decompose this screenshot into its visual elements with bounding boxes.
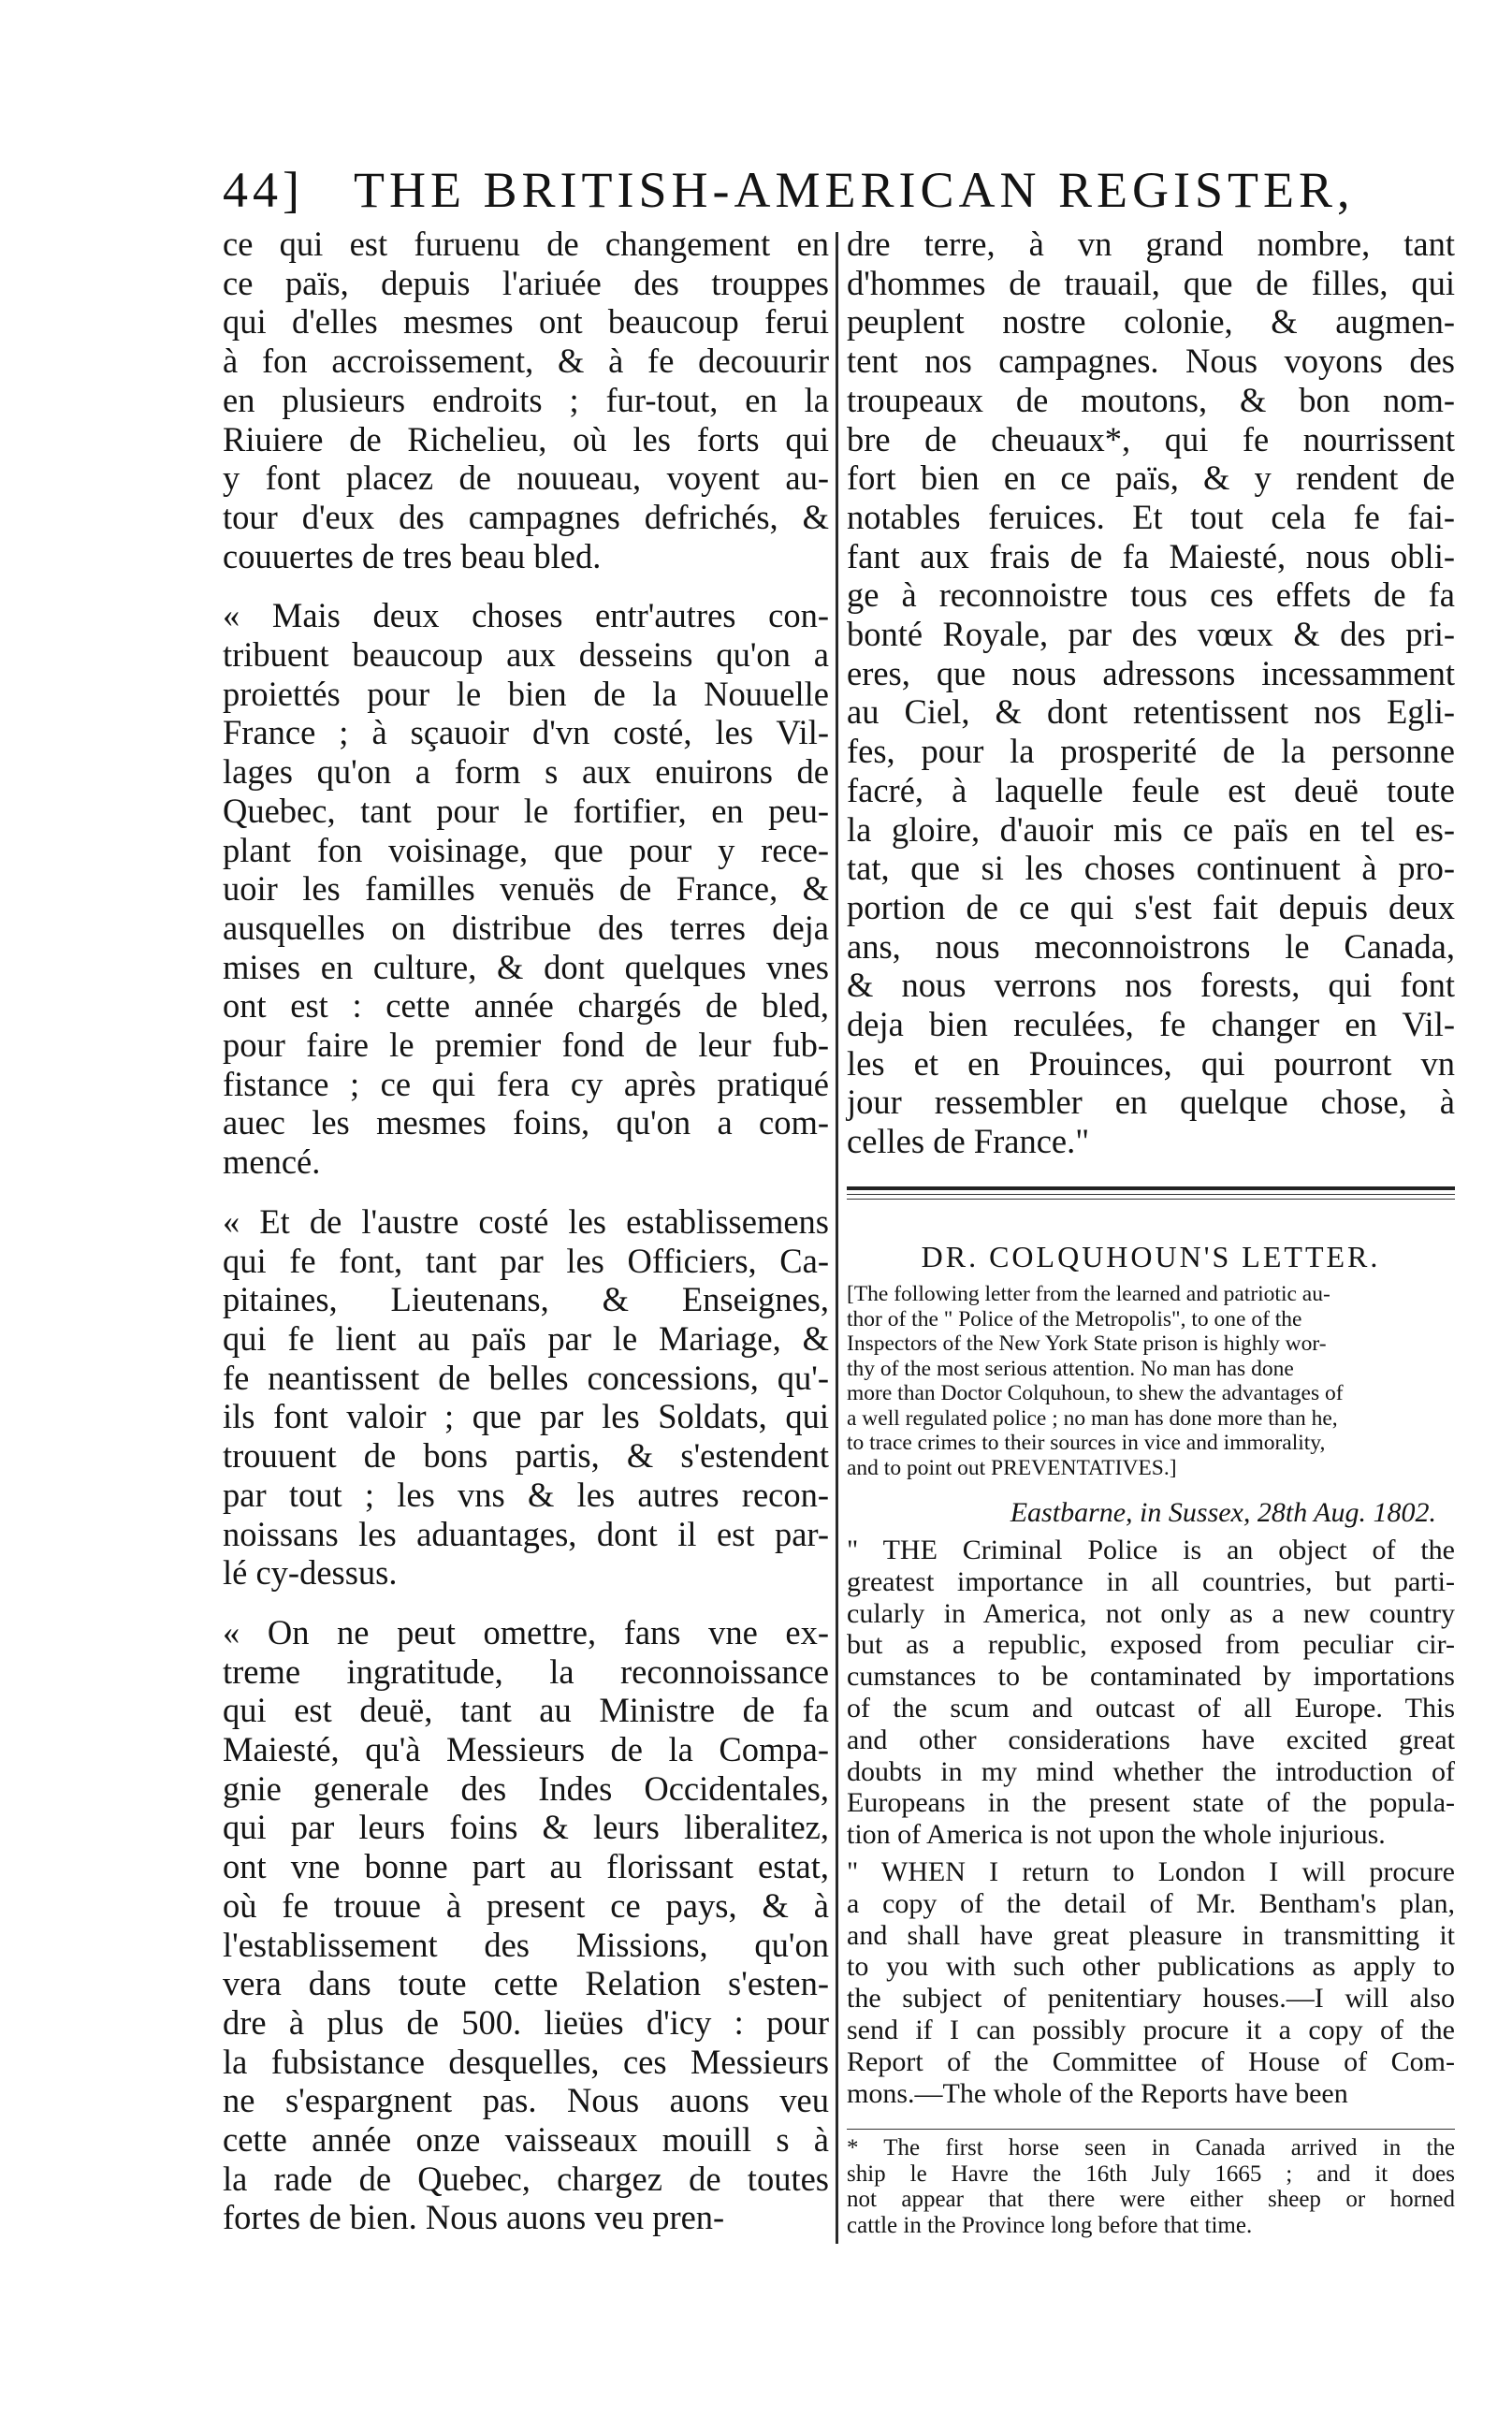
text-line: & nous verrons nos forests, qui font bbox=[847, 966, 1455, 1005]
text-line: Maiesté, qu'à Messieurs de la Compa- bbox=[223, 1730, 829, 1769]
letter-line: and shall have great pleasure in transmitting it bbox=[847, 1919, 1455, 1951]
text-line: lages qu'on a form s aux enuirons de bbox=[223, 752, 829, 792]
letter-line: greatest importance in all countries, but parti- bbox=[847, 1565, 1455, 1597]
text-line: portion de ce qui s'est fait depuis deux bbox=[847, 887, 1455, 926]
text-line: tour d'eux des campagnes defrichés, & bbox=[223, 497, 829, 536]
paragraph bbox=[223, 225, 829, 575]
text-line: notables feruices. Et tout cela fe fai- bbox=[847, 497, 1455, 536]
letter-dateline: Eastbarne, in Sussex, 28th Aug. 1802. bbox=[1010, 1497, 1436, 1528]
note-line: thor of the " Police of the Metropolis", to one of the bbox=[847, 1306, 1302, 1331]
paragraph-gap bbox=[223, 575, 829, 596]
letter-body bbox=[847, 1535, 1455, 2109]
footnote bbox=[847, 2135, 1455, 2238]
text-line: d'hommes de trauail, que de filles, qui bbox=[847, 263, 1455, 302]
letter-line: the subject of penitentiary houses.—I will also bbox=[847, 1983, 1455, 2015]
text-line: par tout ; les vns & les autres recon- bbox=[223, 1475, 829, 1514]
text-line: ausquelles on distribue des terres deja bbox=[223, 908, 829, 947]
paragraph bbox=[223, 1613, 829, 2237]
letter-line: send if I can possibly procure it a copy of the bbox=[847, 2014, 1455, 2045]
letter-title: DR. COLQUHOUN'S LETTER. bbox=[921, 1240, 1381, 1273]
text-line: deja bien reculées, fe changer en Vil- bbox=[847, 1005, 1455, 1044]
paragraph bbox=[847, 225, 1455, 1161]
text-line: ce païs, depuis l'ariuée des trouppes bbox=[223, 263, 829, 302]
text-line: les et en Prouinces, qui pourront vn bbox=[847, 1043, 1455, 1083]
text-line: tribuent beaucoup aux desseins qu'on a bbox=[223, 635, 829, 675]
footnote-line: not appear that there were either sheep or horned bbox=[847, 2187, 1455, 2212]
letter-line: Report of the Committee of House of Com- bbox=[847, 2045, 1455, 2077]
text-line: uoir les familles venuës de France, & bbox=[223, 869, 829, 909]
footnote-line: ship le Havre the 16th July 1665 ; and it does bbox=[847, 2160, 1455, 2187]
text-line: au Ciel, & dont retentissent nos Egli- bbox=[847, 692, 1455, 732]
text-line: facré, à laquelle feule est deuë toute bbox=[847, 770, 1455, 809]
text-line: « Et de l'austre costé les establissemens bbox=[223, 1201, 829, 1241]
section-rule-thin-2 bbox=[847, 1199, 1455, 1200]
letter-line: cumstances to be contaminated by importations bbox=[847, 1661, 1455, 1693]
text-line: la rade de Quebec, chargez de toutes bbox=[223, 2159, 829, 2198]
text-line: lé cy-dessus. bbox=[223, 1553, 398, 1593]
letter-line: and other considerations have excited great bbox=[847, 1724, 1455, 1755]
text-line: vera dans toute cette Relation s'esten- bbox=[223, 1964, 829, 2003]
paragraph bbox=[223, 1202, 829, 1593]
text-line: en plusieurs endroits ; fur-tout, en la bbox=[223, 380, 829, 419]
text-line: qui fe lient au païs par le Mariage, & bbox=[223, 1318, 829, 1358]
text-line: auec les mesmes foins, qu'on a com- bbox=[223, 1103, 829, 1142]
footnote-rule bbox=[847, 2129, 1455, 2130]
text-line: « On ne peut omettre, fans vne ex- bbox=[223, 1612, 829, 1651]
text-line: couuertes de tres beau bled. bbox=[223, 536, 602, 575]
text-line: qui d'elles mesmes ont beaucoup ferui bbox=[223, 302, 829, 342]
note-line: more than Doctor Colquhoun, to shew the advantages of bbox=[847, 1381, 1344, 1405]
letter-line: to you with such other publications as apply to bbox=[847, 1951, 1455, 1983]
text-line: tat, que si les choses continuent à pro- bbox=[847, 849, 1455, 888]
text-line: ont est : cette année chargés de bled, bbox=[223, 986, 829, 1026]
text-line: plant fon voisinage, que pour y rece- bbox=[223, 830, 829, 869]
letter-line: of the scum and outcast of all Europe. This bbox=[847, 1692, 1455, 1724]
text-line: treme ingratitude, la reconnoissance bbox=[223, 1651, 829, 1691]
text-line: l'establissement des Missions, qu'on bbox=[223, 1925, 829, 1964]
text-line: troupeaux de moutons, & bon nom- bbox=[847, 380, 1455, 419]
text-line: Quebec, tant pour le fortifier, en peu- bbox=[223, 791, 829, 830]
text-line: fe neantissent de belles concessions, qu'- bbox=[223, 1358, 829, 1397]
letter-intro-note bbox=[847, 1282, 1455, 1480]
text-line: bonté Royale, par des vœux & des pri- bbox=[847, 615, 1455, 654]
section-rule-thick bbox=[847, 1186, 1455, 1190]
text-line: Riuiere de Richelieu, où les forts qui bbox=[223, 419, 829, 458]
text-line: dre à plus de 500. lieües d'icy : pour bbox=[223, 2002, 829, 2042]
letter-line: " THE Criminal Police is an object of the bbox=[847, 1535, 1455, 1565]
letter-paragraph bbox=[847, 1535, 1455, 1851]
text-line: dre terre, à vn grand nombre, tant bbox=[847, 225, 1455, 263]
text-line: la gloire, d'auoir mis ce païs en tel es- bbox=[847, 809, 1455, 849]
text-line: mencé. bbox=[223, 1142, 321, 1182]
note-line: to trace crimes to their sources in vice and immorality, bbox=[847, 1431, 1326, 1455]
text-line: fort bien en ce païs, & y rendent de bbox=[847, 458, 1455, 498]
note-line: and to point out PREVENTATIVES.] bbox=[847, 1455, 1177, 1480]
text-line: gnie generale des Indes Occidentales, bbox=[223, 1768, 829, 1808]
letter-line: a copy of the detail of Mr. Bentham's plan, bbox=[847, 1887, 1455, 1919]
page-number: 44] bbox=[223, 162, 304, 218]
letter-line: " WHEN I return to London I will procure bbox=[847, 1855, 1455, 1887]
paragraph bbox=[223, 596, 829, 1182]
text-line: pour faire le premier fond de leur fub- bbox=[223, 1026, 829, 1065]
page-header bbox=[223, 161, 1355, 226]
text-line: bre de cheuaux*, qui fe nourrissent bbox=[847, 419, 1455, 458]
letter-line: Europeans in the present state of the popula- bbox=[847, 1787, 1455, 1819]
text-line: fistance ; ce qui fera cy après pratiqué bbox=[223, 1064, 829, 1103]
letter-line: doubts in my mind whether the introduction of bbox=[847, 1755, 1455, 1787]
text-line: ils font valoir ; que par les Soldats, qui bbox=[223, 1397, 829, 1436]
text-line: cette année onze vaisseaux mouill s à bbox=[223, 2120, 829, 2160]
left-column bbox=[223, 225, 829, 2237]
text-line: y font placez de nouueau, voyent au- bbox=[223, 458, 829, 498]
text-line: la fubsistance desquelles, ces Messieurs bbox=[223, 2042, 829, 2081]
letter-paragraph bbox=[847, 1856, 1455, 2109]
text-line: France ; à sçauoir d'vn costé, les Vil- bbox=[223, 713, 829, 752]
footnote-line: cattle in the Province long before that time. bbox=[847, 2212, 1253, 2238]
letter-line: but as a republic, exposed from peculiar cir- bbox=[847, 1629, 1455, 1661]
text-line: mises en culture, & dont quelques vnes bbox=[223, 947, 829, 986]
text-line: qui fe font, tant par les Officiers, Ca- bbox=[223, 1241, 829, 1280]
text-line: où fe trouue à present ce pays, & à bbox=[223, 1885, 829, 1925]
text-line: qui est deuë, tant au Ministre de fa bbox=[223, 1691, 829, 1730]
footnote-line: * The first horse seen in Canada arrived in the bbox=[847, 2135, 1455, 2160]
text-line: jour ressembler en quelque chose, à bbox=[847, 1083, 1455, 1122]
note-line: Inspectors of the New York State prison is highly wor- bbox=[847, 1331, 1327, 1356]
text-line: noissans les aduantages, dont il est par- bbox=[223, 1514, 829, 1553]
paragraph-gap bbox=[223, 1182, 829, 1202]
text-line: ont vne bonne part au florissant estat, bbox=[223, 1847, 829, 1886]
text-line: ne s'espargnent pas. Nous auons veu bbox=[223, 2081, 829, 2120]
text-line: celles de France." bbox=[847, 1122, 1090, 1161]
running-title: THE BRITISH-AMERICAN REGISTER, bbox=[354, 162, 1355, 218]
text-line: pitaines, Lieutenans, & Enseignes, bbox=[223, 1280, 829, 1319]
note-line: [The following letter from the learned and patriotic au- bbox=[847, 1282, 1330, 1306]
text-line: à fon accroissement, & à fe decouurir bbox=[223, 342, 829, 381]
paragraph-gap bbox=[223, 1593, 829, 1613]
letter-line: cularly in America, not only as a new country bbox=[847, 1597, 1455, 1629]
text-line: ans, nous meconnoistrons le Canada, bbox=[847, 926, 1455, 966]
note-line: a well regulated police ; no man has done more than he, bbox=[847, 1405, 1338, 1431]
text-line: eres, que nous adressons incessamment bbox=[847, 653, 1455, 692]
column-divider bbox=[836, 232, 838, 2244]
text-line: ge à reconnoistre tous ces effets de fa bbox=[847, 575, 1455, 615]
text-line: ce qui est furuenu de changement en bbox=[223, 225, 829, 263]
text-line: trouuent de bons partis, & s'estendent bbox=[223, 1436, 829, 1476]
section-rule-thin bbox=[847, 1194, 1455, 1195]
text-line: « Mais deux choses entr'autres con- bbox=[223, 596, 829, 635]
letter-line: tion of America is not upon the whole injurious. bbox=[847, 1819, 1386, 1851]
letter-line: mons.—The whole of the Reports have been bbox=[847, 2077, 1348, 2109]
text-line: proiettés pour le bien de la Nouuelle bbox=[223, 674, 829, 713]
text-line: fant aux frais de fa Maiesté, nous obli- bbox=[847, 536, 1455, 575]
text-line: qui par leurs foins & leurs liberalitez, bbox=[223, 1808, 829, 1847]
text-line: tent nos campagnes. Nous voyons des bbox=[847, 342, 1455, 381]
right-column-quote bbox=[847, 225, 1455, 1161]
text-line: fes, pour la prosperité de la personne bbox=[847, 732, 1455, 771]
note-line: thy of the most serious attention. No man has done bbox=[847, 1356, 1294, 1381]
text-line: peuplent nostre colonie, & augmen- bbox=[847, 302, 1455, 342]
text-line: fortes de bien. Nous auons veu pren- bbox=[223, 2198, 725, 2237]
